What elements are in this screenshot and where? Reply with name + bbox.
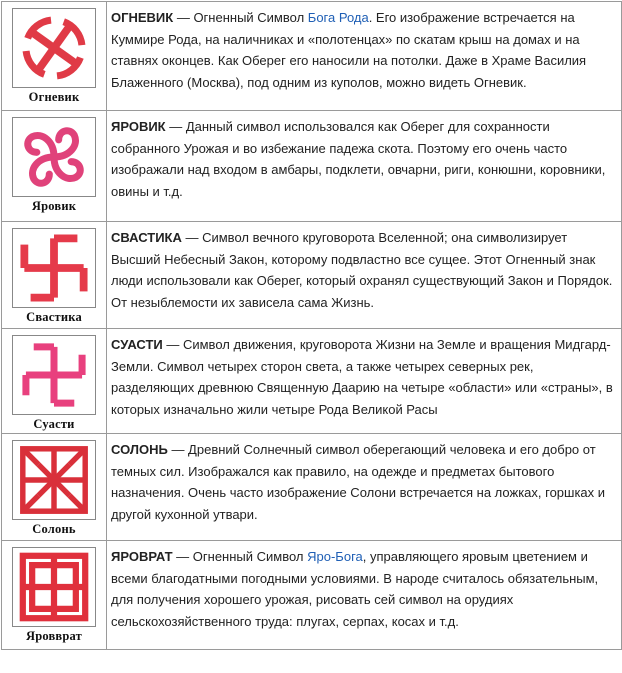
suasti-symbol-icon xyxy=(12,335,96,415)
symbol-term: ЯРОВИК xyxy=(111,119,166,134)
description-cell xyxy=(107,434,622,541)
description-cell xyxy=(107,222,622,329)
symbol-cell xyxy=(2,329,107,434)
symbol-term: ОГНЕВИК xyxy=(111,10,174,25)
description-text: — Огненный Символ xyxy=(172,549,308,564)
table-row xyxy=(2,329,622,434)
description-cell xyxy=(107,329,622,434)
symbol-description xyxy=(107,329,621,420)
symbol-name: Яровик xyxy=(31,199,77,213)
svastika-symbol-icon xyxy=(12,228,96,308)
table-row xyxy=(2,111,622,222)
symbol-name: Огневик xyxy=(28,90,80,104)
yarovrat-symbol-icon xyxy=(12,547,96,627)
yarovik-symbol-icon xyxy=(12,117,96,197)
symbol-cell xyxy=(2,2,107,111)
symbol-name: Солонь xyxy=(32,522,76,536)
ognevik-symbol-icon xyxy=(12,8,96,88)
bog-roda-link[interactable]: Бога Рода xyxy=(307,10,369,25)
symbol-name: Яровврат xyxy=(25,629,83,643)
symbol-name: Свастика xyxy=(26,310,82,324)
description-cell xyxy=(107,541,622,650)
symbol-description xyxy=(107,222,621,313)
table-row xyxy=(2,434,622,541)
table-row xyxy=(2,2,622,111)
description-cell xyxy=(107,111,622,222)
symbol-cell xyxy=(2,541,107,650)
symbol-term: СУАСТИ xyxy=(111,337,163,352)
yaro-boga-link[interactable]: Яро-Бога xyxy=(307,549,363,564)
symbol-description xyxy=(107,111,621,202)
symbol-term: СОЛОНЬ xyxy=(111,442,168,457)
symbols-table xyxy=(1,1,622,650)
description-text: — Огненный Символ xyxy=(173,10,308,25)
description-text: , управляющего яровым цветением и всеми благодатными погодными условиями. В народе считалось обязательным, для получения хорошего урожая, рисовать сей символ на орудиях сельскохозяйственного труда: плугах, серпах, косах и т.д. xyxy=(111,549,599,629)
description-text: — Древний Солнечный символ оберегающий человека и его добро от темных сил. Изображался как правило, на одежде и предметах бытового назначения. Очень часто изображение Солони встречается на ложках, горшках и другой кухонной утвари. xyxy=(111,442,606,522)
symbol-term: ЯРОВРАТ xyxy=(111,549,173,564)
symbol-description xyxy=(107,2,621,93)
symbol-description xyxy=(107,541,621,632)
symbol-term: СВАСТИКА xyxy=(111,230,182,245)
description-text: — Символ движения, круговорота Жизни на Земле и вращения Мидгард-Земли. Символ четырех сторон света, а также четырех северных рек, разделяющих древнюю Священную Даарию на четыре «области» или «страны», в которых изначально жили четыре Рода Великой Расы xyxy=(111,337,613,417)
description-text: . Его изображение встречается на Куммире Рода, на наличниках и «полотенцах» по скатам крыш на домах и на ставнях оконцев. Как Оберег его наносили на потолки. Даже в Храме Василия Блаженного (Москва), под одним из куполов, можно видеть Огневик. xyxy=(111,10,587,90)
symbol-description xyxy=(107,434,621,525)
table-row xyxy=(2,541,622,650)
table-row xyxy=(2,222,622,329)
description-text: — Символ вечного круговорота Вселенной; она символизирует Высший Небесный Закон, которому подвластно все сущее. Этот Огненный знак люди использовали как Оберег, который охранял существующий Закон и Порядок. От незыблемости их зависела сама Жизнь. xyxy=(111,230,613,310)
symbol-cell xyxy=(2,434,107,541)
symbol-cell xyxy=(2,222,107,329)
description-cell xyxy=(107,2,622,111)
symbol-name: Суасти xyxy=(33,417,75,431)
symbol-cell xyxy=(2,111,107,222)
solon-symbol-icon xyxy=(12,440,96,520)
description-text: — Данный символ использовался как Оберег для сохранности собранного Урожая и во избежание падежа скота. Поэтому его очень часто изображали над входом в амбары, подклети, овчарни, риги, конюшни, коровники, овины и т.д. xyxy=(111,119,606,199)
